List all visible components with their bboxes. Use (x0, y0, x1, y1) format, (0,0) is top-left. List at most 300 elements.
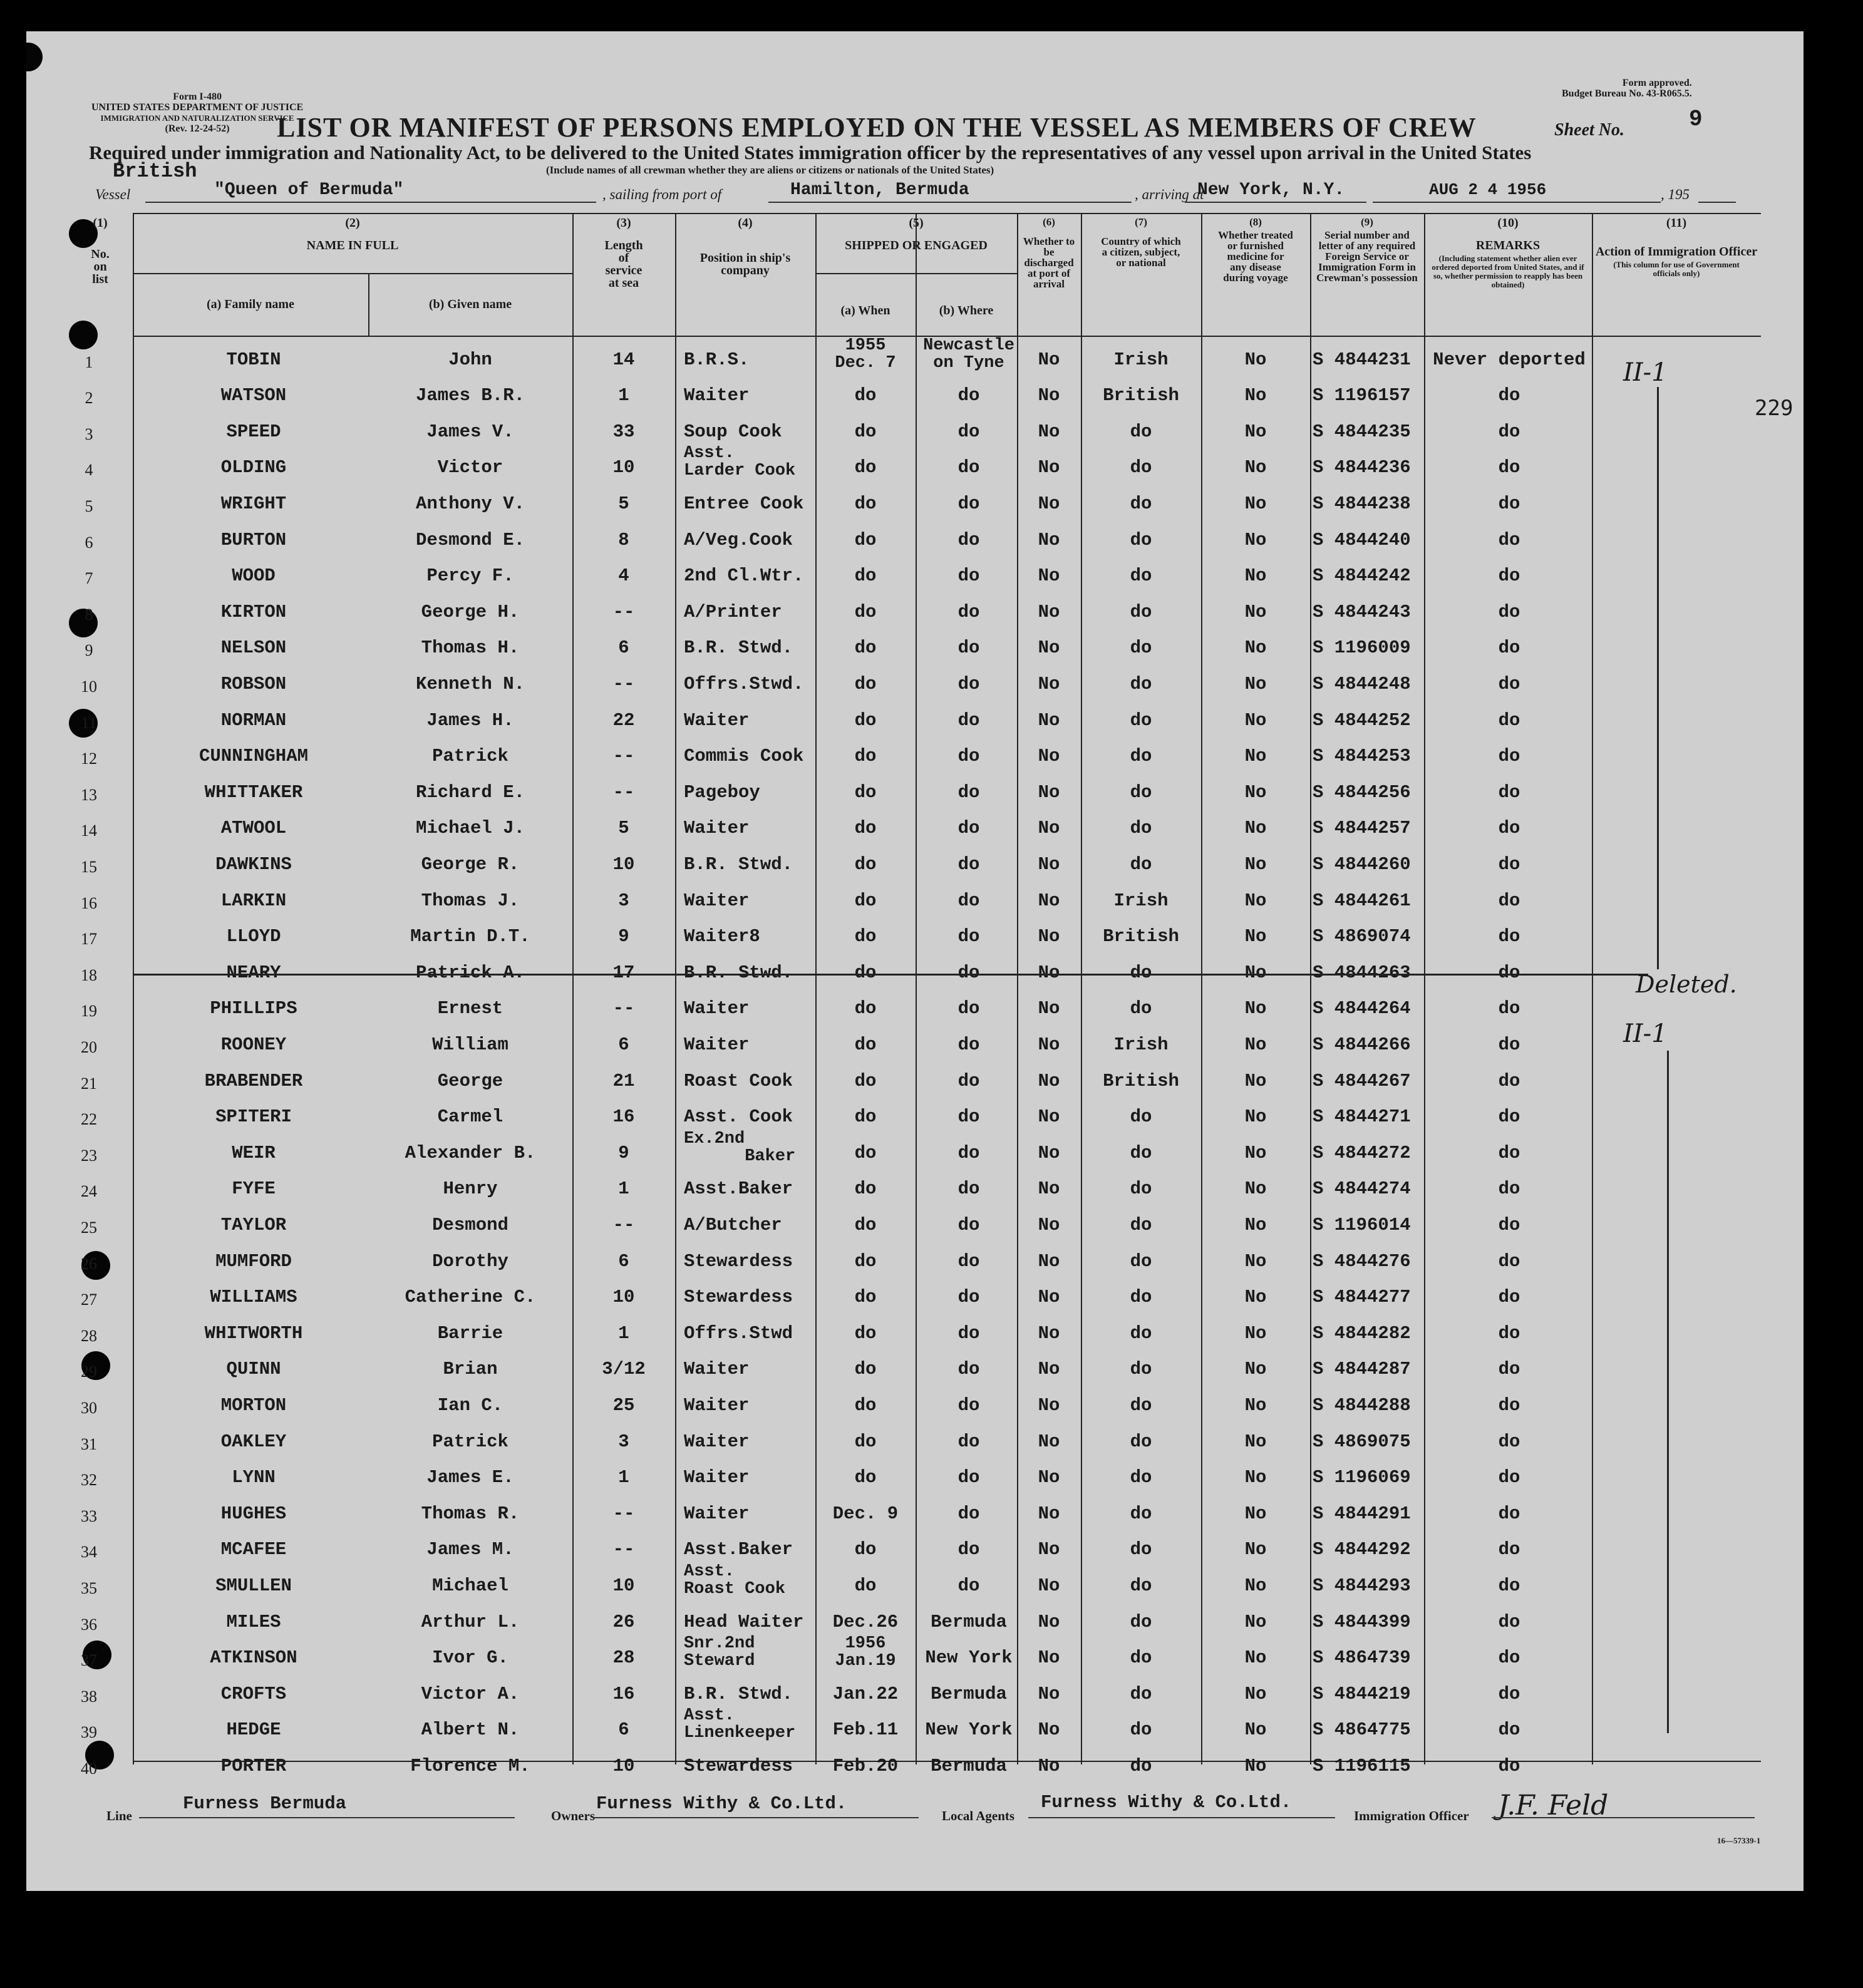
discharge-status: No (1038, 962, 1060, 983)
given-name: George R. (421, 853, 520, 875)
discharge-status: No (1038, 1287, 1060, 1308)
engaged-where: do (957, 709, 980, 731)
service-length: 1 (618, 385, 629, 406)
serial-number: S 4844282 (1313, 1322, 1411, 1344)
engaged-when: do (854, 1178, 877, 1200)
table-row (81, 1165, 1592, 1202)
engaged-when: do (854, 962, 877, 983)
line-number: 19 (81, 1002, 97, 1021)
bracket-line (1667, 1051, 1669, 1733)
engaged-where: New York (925, 1719, 1013, 1741)
serial-number: S 4864775 (1313, 1719, 1411, 1741)
medical-status: No (1244, 421, 1267, 442)
citizenship: do (1130, 637, 1152, 659)
remarks: do (1498, 1359, 1520, 1380)
serial-number: S 4844264 (1313, 998, 1411, 1019)
citizenship: Irish (1113, 349, 1169, 370)
col11-note: (This column for use of Government officials only) (1613, 260, 1740, 278)
remarks: do (1498, 385, 1520, 406)
given-name: James B.R. (415, 385, 525, 406)
engaged-where: do (957, 1214, 980, 1235)
engaged-when: do (854, 1539, 877, 1560)
engaged-when: Dec.26 (832, 1611, 899, 1632)
remarks: do (1498, 493, 1520, 514)
serial-number: S 4844231 (1313, 349, 1411, 370)
table-row (81, 1057, 1592, 1093)
service-length: -- (612, 1503, 635, 1524)
discharge-status: No (1038, 1575, 1060, 1596)
remarks: do (1498, 1755, 1520, 1776)
engaged-where: do (957, 529, 980, 550)
engaged-where: do (957, 746, 980, 767)
medical-status: No (1244, 1214, 1267, 1235)
discharge-status: No (1038, 637, 1060, 659)
service-length: 4 (618, 565, 629, 587)
agents-name: Furness Withy & Co.Ltd. (1041, 1792, 1292, 1813)
engaged-where: do (957, 1034, 980, 1055)
remarks: do (1498, 601, 1520, 622)
family-name: ROONEY (220, 1034, 287, 1055)
col10-note: (Including statement whether alien ever ordered deported from United States, and if so, whether permission to reapply has been obtained) (1432, 254, 1584, 289)
discharge-status: No (1038, 565, 1060, 587)
table-row (81, 805, 1592, 841)
remarks: do (1498, 1394, 1520, 1416)
remarks: do (1498, 1250, 1520, 1272)
table-row (81, 1129, 1592, 1166)
service-length: 9 (618, 1142, 629, 1163)
serial-number: S 4844243 (1313, 601, 1411, 622)
citizenship: do (1130, 1287, 1152, 1308)
remarks: do (1498, 1611, 1520, 1632)
engaged-when: Feb.11 (832, 1719, 899, 1741)
engaged-when: do (854, 890, 877, 911)
line-number: 32 (81, 1471, 97, 1490)
medical-status: No (1244, 746, 1267, 767)
remarks: do (1498, 962, 1520, 983)
engaged-where: do (957, 1359, 980, 1380)
serial-number: S 4844291 (1313, 1503, 1411, 1524)
service-length: 22 (612, 709, 635, 731)
ship-position: Stewardess (684, 1250, 793, 1272)
col11-header: Action of Immigration Officer (1595, 245, 1758, 259)
ship-position: A/Veg.Cook (684, 529, 793, 550)
engaged-where: do (957, 926, 980, 947)
table-row (81, 660, 1592, 696)
line-number: 17 (81, 930, 97, 949)
family-name: NELSON (220, 637, 287, 659)
table-row (81, 733, 1592, 769)
ship-position: B.R. Stwd. (684, 962, 793, 983)
medical-status: No (1244, 1755, 1267, 1776)
family-name: WOOD (232, 565, 276, 587)
serial-number: S 4844242 (1313, 565, 1411, 587)
table-row (85, 552, 1592, 589)
engaged-when: do (854, 1106, 877, 1128)
strikethrough-line (133, 974, 1648, 976)
discharge-status: No (1038, 998, 1060, 1019)
discharge-status: No (1038, 818, 1060, 839)
citizenship: British (1103, 385, 1179, 406)
agents-label: Local Agents (942, 1808, 1015, 1823)
serial-number: S 1196115 (1313, 1755, 1411, 1776)
engaged-where: do (957, 1575, 980, 1596)
family-name: WEIR (232, 1142, 276, 1163)
ship-position: Waiter (684, 1431, 750, 1452)
service-length: 8 (618, 529, 629, 550)
serial-number: S 4869074 (1313, 926, 1411, 947)
serial-number: S 4844240 (1313, 529, 1411, 550)
remarks: do (1498, 1214, 1520, 1235)
family-name: SPEED (226, 421, 281, 442)
service-length: 1 (618, 1322, 629, 1344)
discharge-status: No (1038, 1431, 1060, 1452)
discharge-status: No (1038, 1394, 1060, 1416)
citizenship: do (1130, 457, 1152, 478)
engaged-when: do (854, 1214, 877, 1235)
engaged-where: do (957, 1070, 980, 1091)
service-length: 6 (618, 637, 629, 659)
department: UNITED STATES DEPARTMENT OF JUSTICE (91, 102, 304, 113)
service-length: 1 (618, 1467, 629, 1488)
col5b-header: (b) Where (939, 304, 994, 317)
service-length: -- (612, 673, 635, 694)
table-row (81, 1346, 1592, 1382)
serial-number: S 4844260 (1313, 853, 1411, 875)
service-length: 10 (612, 1575, 635, 1596)
ship-position: Entree Cook (684, 493, 804, 514)
family-name: OLDING (220, 457, 287, 478)
engaged-when: 1956 Jan.19 (835, 1634, 896, 1671)
table-row (81, 949, 1592, 985)
service-length: 16 (612, 1106, 635, 1128)
remarks: do (1498, 1322, 1520, 1344)
serial-number: S 4844272 (1313, 1142, 1411, 1163)
serial-number: S 4844277 (1313, 1287, 1411, 1308)
discharge-status: No (1038, 1503, 1060, 1524)
serial-number: S 4844271 (1313, 1106, 1411, 1128)
table-row (85, 588, 1592, 624)
line-number: 20 (81, 1038, 97, 1056)
serial-number: S 1196014 (1313, 1214, 1411, 1235)
ship-position: Waiter (684, 1467, 750, 1488)
line-number: 4 (85, 461, 93, 480)
given-name: Alexander B. (405, 1142, 536, 1163)
engaged-when: do (854, 781, 877, 803)
engaged-when: do (854, 565, 877, 587)
line-label: Line (106, 1808, 132, 1823)
serial-number: S 4869075 (1313, 1431, 1411, 1452)
given-name: Desmond (432, 1214, 508, 1235)
engaged-when: do (854, 853, 877, 875)
given-name: Catherine C. (405, 1287, 536, 1308)
discharge-status: No (1038, 1142, 1060, 1163)
serial-number: S 1196009 (1313, 637, 1411, 659)
given-name: Ivor G. (432, 1647, 508, 1669)
citizenship: Irish (1113, 1034, 1169, 1055)
medical-status: No (1244, 493, 1267, 514)
medical-status: No (1244, 1250, 1267, 1272)
bracket-line (1657, 387, 1659, 969)
line-number: 15 (81, 857, 97, 876)
engaged-when: do (854, 493, 877, 514)
ship-position: Asst. Linenkeeper (684, 1706, 796, 1743)
engaged-when: do (854, 1431, 877, 1452)
col6-header: Whether to be discharged at port of arrival (1023, 235, 1075, 290)
family-name: ROBSON (220, 673, 287, 694)
remarks: do (1498, 781, 1520, 803)
given-name: Thomas H. (421, 637, 520, 659)
line-number: 39 (81, 1723, 97, 1742)
engaged-where: do (957, 1431, 980, 1452)
discharge-status: No (1038, 1683, 1060, 1704)
engaged-where: do (957, 781, 980, 803)
citizenship: British (1103, 1070, 1179, 1091)
citizenship: do (1130, 1106, 1152, 1128)
ship-position: Waiter (684, 998, 750, 1019)
line-number: 36 (81, 1615, 97, 1634)
action-mark: II-1 (1623, 1019, 1668, 1048)
col7-header: Country of which a citizen, subject, or national (1101, 235, 1181, 269)
line-number: 11 (81, 713, 97, 732)
citizenship: do (1130, 1467, 1152, 1488)
ship-position: Soup Cook (684, 421, 782, 442)
line-number: 28 (81, 1326, 97, 1345)
service-length: -- (612, 1539, 635, 1560)
engaged-where: Bermuda (931, 1683, 1007, 1704)
discharge-status: No (1038, 709, 1060, 731)
engaged-where: do (957, 673, 980, 694)
service-length: -- (612, 781, 635, 803)
citizenship: do (1130, 529, 1152, 550)
medical-status: No (1244, 818, 1267, 839)
citizenship: British (1103, 926, 1179, 947)
family-name: LARKIN (220, 890, 287, 911)
engaged-where: do (957, 1106, 980, 1128)
service-length: 3 (618, 1431, 629, 1452)
engaged-where: do (957, 601, 980, 622)
service-length: 5 (618, 818, 629, 839)
revision: (Rev. 12-24-52) (165, 123, 230, 134)
medical-status: No (1244, 781, 1267, 803)
engaged-where: do (957, 1394, 980, 1416)
engaged-where: do (957, 493, 980, 514)
page-title: LIST OR MANIFEST OF PERSONS EMPLOYED ON THE VESSEL AS MEMBERS OF CREW (277, 112, 1477, 143)
discharge-status: No (1038, 890, 1060, 911)
given-name: Ian C. (437, 1394, 503, 1416)
family-name: MILES (226, 1611, 281, 1632)
ship-position: Waiter (684, 890, 750, 911)
remarks: Never deported (1433, 349, 1586, 370)
table-row (81, 1706, 1592, 1743)
line-number: 16 (81, 894, 97, 912)
ship-position: 2nd Cl.Wtr. (684, 565, 804, 587)
remarks: do (1498, 1719, 1520, 1741)
serial-number: S 4844274 (1313, 1178, 1411, 1200)
ship-position: Offrs.Stwd. (684, 673, 804, 694)
family-name: QUINN (226, 1359, 281, 1380)
discharge-status: No (1038, 1106, 1060, 1128)
citizenship: do (1130, 1214, 1152, 1235)
engaged-where: do (957, 1287, 980, 1308)
remarks: do (1498, 673, 1520, 694)
deleted-note: Deleted. (1636, 971, 1737, 998)
given-name: George (437, 1070, 503, 1091)
table-row (85, 624, 1592, 661)
remarks: do (1498, 529, 1520, 550)
col7-number: (7) (1135, 216, 1147, 228)
family-name: DAWKINS (215, 853, 292, 875)
ship-position: A/Printer (684, 601, 782, 622)
family-name: CUNNINGHAM (199, 746, 309, 767)
citizenship: do (1130, 998, 1152, 1019)
medical-status: No (1244, 1287, 1267, 1308)
service: IMMIGRATION AND NATURALIZATION SERVICE (100, 113, 294, 123)
service-length: 14 (612, 349, 635, 370)
discharge-status: No (1038, 1467, 1060, 1488)
remarks: do (1498, 1287, 1520, 1308)
manifest-page (26, 31, 1804, 1891)
remarks: do (1498, 818, 1520, 839)
discharge-status: No (1038, 1755, 1060, 1776)
engaged-where: do (957, 1503, 980, 1524)
table-row (81, 1562, 1592, 1599)
table-row (81, 913, 1592, 949)
remarks: do (1498, 853, 1520, 875)
serial-number: S 4844236 (1313, 457, 1411, 478)
engaged-where: do (957, 853, 980, 875)
line-number: 38 (81, 1687, 97, 1706)
engaged-when: do (854, 385, 877, 406)
medical-status: No (1244, 962, 1267, 983)
citizenship: do (1130, 746, 1152, 767)
citizenship: do (1130, 1611, 1152, 1632)
citizenship: do (1130, 1431, 1152, 1452)
citizenship: Irish (1113, 890, 1169, 911)
medical-status: No (1244, 1322, 1267, 1344)
family-name: TAYLOR (220, 1214, 287, 1235)
officer-signature: J.F. Feld (1498, 1790, 1609, 1821)
engaged-when: do (854, 673, 877, 694)
engaged-where: do (957, 1322, 980, 1344)
discharge-status: No (1038, 421, 1060, 442)
family-name: BRABENDER (204, 1070, 303, 1091)
col1-number: (1) (93, 216, 108, 230)
discharge-status: No (1038, 1647, 1060, 1669)
table-row (81, 696, 1592, 733)
given-name: Michael (432, 1575, 508, 1596)
engaged-where: do (957, 421, 980, 442)
print-code: 16—57339-1 (1717, 1836, 1761, 1845)
medical-status: No (1244, 1178, 1267, 1200)
given-name: Henry (443, 1178, 498, 1200)
given-name: Kenneth N. (415, 673, 525, 694)
family-name: NORMAN (220, 709, 287, 731)
ship-position: Stewardess (684, 1755, 793, 1776)
serial-number: S 4844288 (1313, 1394, 1411, 1416)
given-name: Victor (437, 457, 503, 478)
medical-status: No (1244, 890, 1267, 911)
vessel-nationality: British (113, 160, 197, 183)
engaged-when: do (854, 1250, 877, 1272)
ship-position: Asst.Baker (684, 1539, 793, 1560)
medical-status: No (1244, 1611, 1267, 1632)
given-name: Michael J. (415, 818, 525, 839)
col2b-header: (b) Given name (428, 297, 512, 311)
medical-status: No (1244, 998, 1267, 1019)
engaged-where: do (957, 1467, 980, 1488)
remarks: do (1498, 1575, 1520, 1596)
budget-bureau: Budget Bureau No. 43-R065.5. (1562, 88, 1692, 99)
service-length: -- (612, 1214, 635, 1235)
table-row (81, 1526, 1592, 1562)
family-name: SMULLEN (215, 1575, 292, 1596)
family-name: HEDGE (226, 1719, 281, 1741)
medical-status: No (1244, 673, 1267, 694)
family-name: LYNN (232, 1467, 276, 1488)
table-row (85, 336, 1592, 373)
service-length: 17 (612, 962, 635, 983)
family-name: BURTON (220, 529, 287, 550)
line-number: 35 (81, 1579, 97, 1597)
service-length: 6 (618, 1250, 629, 1272)
table-row (81, 768, 1592, 805)
engaged-when: do (854, 818, 877, 839)
line-number: 12 (81, 749, 97, 768)
service-length: -- (612, 601, 635, 622)
discharge-status: No (1038, 385, 1060, 406)
ship-position: Pageboy (684, 781, 760, 803)
given-name: Patrick (432, 746, 508, 767)
col9-number: (9) (1361, 216, 1373, 228)
ship-position: Asst. Cook (684, 1106, 793, 1128)
ship-position: Ex.2nd Baker (684, 1129, 796, 1166)
citizenship: do (1130, 493, 1152, 514)
crew-table (81, 213, 1793, 1778)
col8-header: Whether treated or furnished medicine for any disease during voyage (1218, 229, 1293, 284)
family-name: KIRTON (220, 601, 287, 622)
remarks: do (1498, 1178, 1520, 1200)
ship-position: Asst. Larder Cook (684, 444, 796, 481)
engaged-where: do (957, 1250, 980, 1272)
engaged-where: do (957, 565, 980, 587)
given-name: Thomas R. (421, 1503, 520, 1524)
discharge-status: No (1038, 457, 1060, 478)
citizenship: do (1130, 601, 1152, 622)
remarks: do (1498, 709, 1520, 731)
serial-number: S 1196069 (1313, 1467, 1411, 1488)
line-number: 31 (81, 1434, 97, 1453)
engaged-where: do (957, 385, 980, 406)
table-row (81, 1670, 1592, 1706)
vessel-label: Vessel (95, 187, 131, 202)
punch-hole (26, 43, 43, 71)
ship-position: Stewardess (684, 1287, 793, 1308)
serial-number: S 4844266 (1313, 1034, 1411, 1055)
family-name: TOBIN (226, 349, 281, 370)
citizenship: do (1130, 1755, 1152, 1776)
line-number: 26 (81, 1254, 97, 1273)
citizenship: do (1130, 1322, 1152, 1344)
family-name: WRIGHT (220, 493, 287, 514)
remarks: do (1498, 1683, 1520, 1704)
punch-hole (69, 321, 98, 349)
table-row (81, 1418, 1592, 1454)
citizenship: do (1130, 818, 1152, 839)
family-name: MUMFORD (215, 1250, 292, 1272)
table-row (85, 480, 1592, 516)
remarks: do (1498, 1467, 1520, 1488)
ship-position: Head Waiter (684, 1611, 804, 1632)
